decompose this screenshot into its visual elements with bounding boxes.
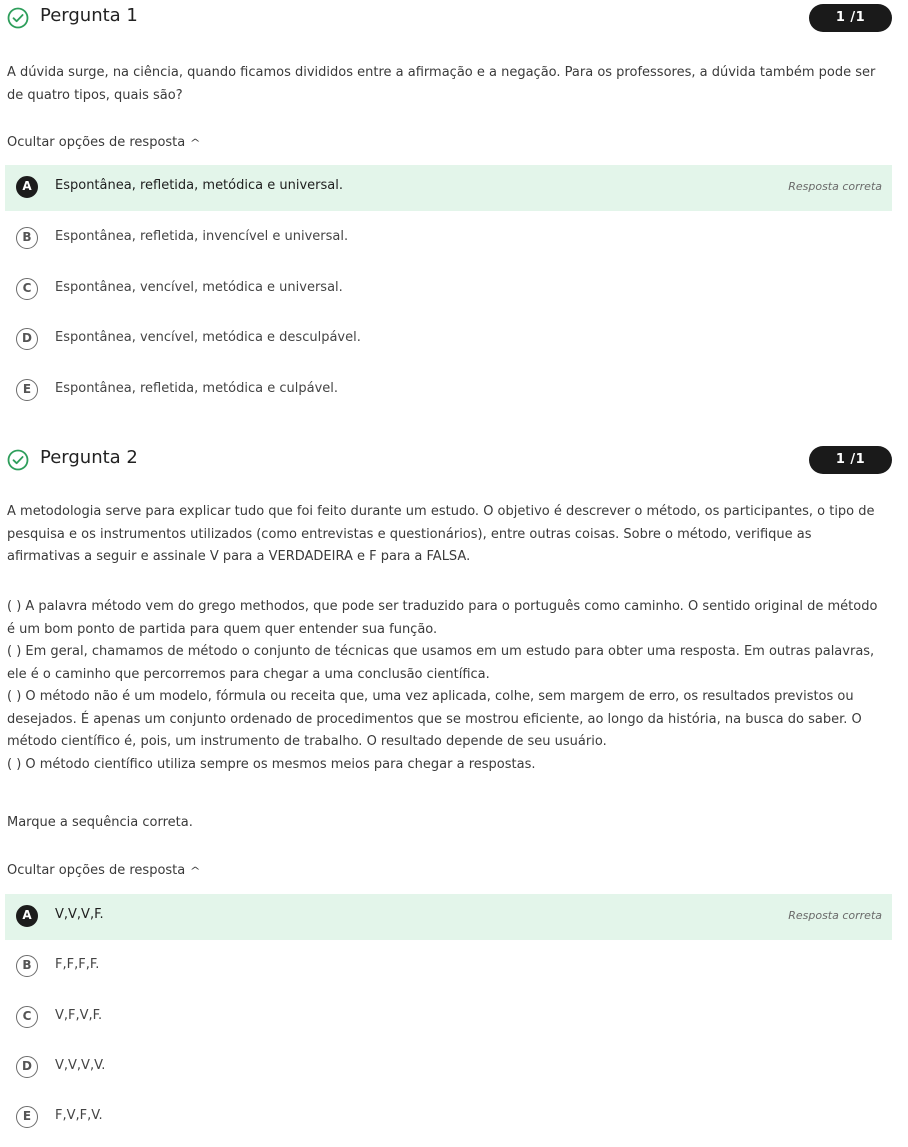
check-circle-icon: [7, 449, 29, 471]
statement-1: ( ) A palavra método vem do grego methodos, que pode ser traduzido para o português como caminho. O sentido original de método é um bom ponto de partida para quem quer entender sua função.: [7, 599, 878, 637]
question-title: Pergunta 2: [40, 447, 138, 468]
question-text: A dúvida surge, na ciência, quando ficamos divididos entre a afirmação e a negação. Para os professores, a dúvida também pode ser de quatro tipos, quais são?: [7, 65, 876, 103]
option-letter: A: [16, 176, 38, 198]
question-header: [0, 0, 908, 40]
hide-options-toggle[interactable]: [7, 135, 200, 150]
option-letter: D: [16, 328, 38, 350]
chevron-up-icon: ^: [189, 138, 201, 149]
answer-option-d[interactable]: [5, 317, 892, 363]
answer-option-a[interactable]: [5, 165, 892, 211]
question-instruction: Marque a sequência correta.: [7, 815, 193, 830]
option-letter: D: [16, 1056, 38, 1078]
option-text: Espontânea, refletida, metódica e universal.: [55, 178, 343, 193]
option-letter: A: [16, 905, 38, 927]
question-title: Pergunta 1: [40, 5, 138, 26]
score-badge: 1 /1: [809, 446, 892, 474]
question-text: A metodologia serve para explicar tudo que foi feito durante um estudo. O objetivo é descrever o método, os participantes, o tipo de pesquisa e os instrumentos utilizados (como entrevistas e questionários), entre outras coisas. Sobre o método, verifique as afirmativas a seguir e assinale V para a VERDADEIRA e F para a FALSA.: [7, 504, 875, 564]
answer-option-c[interactable]: [5, 267, 892, 313]
chevron-up-icon: ^: [189, 866, 201, 877]
answer-option-e[interactable]: [5, 368, 892, 414]
answer-option-b[interactable]: [5, 944, 892, 990]
option-text: Espontânea, vencível, metódica e desculpável.: [55, 330, 361, 345]
option-text: Espontânea, refletida, invencível e universal.: [55, 229, 349, 244]
option-letter: C: [16, 278, 38, 300]
option-text: V,V,V,F.: [55, 907, 104, 922]
answer-option-e[interactable]: [5, 1095, 892, 1141]
option-text: V,F,V,F.: [55, 1008, 103, 1023]
option-text: Espontânea, refletida, metódica e culpável.: [55, 381, 339, 396]
option-letter: E: [16, 379, 38, 401]
toggle-label: Ocultar opções de resposta: [7, 863, 186, 878]
option-letter: B: [16, 955, 38, 977]
answer-option-b[interactable]: [5, 216, 892, 262]
answer-option-d[interactable]: [5, 1045, 892, 1091]
answer-option-a[interactable]: [5, 894, 892, 940]
correct-answer-label: Resposta correta: [788, 909, 882, 922]
toggle-label: Ocultar opções de resposta: [7, 135, 186, 150]
statement-2: ( ) Em geral, chamamos de método o conjunto de técnicas que usamos em um estudo para obter uma resposta. Em outras palavras, ele é o caminho que percorremos para chegar a uma conclusão científica.: [7, 644, 875, 682]
option-letter: B: [16, 227, 38, 249]
option-text: V,V,V,V.: [55, 1058, 106, 1073]
check-circle-icon: [7, 7, 29, 29]
score-badge: 1 /1: [809, 4, 892, 32]
statement-3: ( ) O método não é um modelo, fórmula ou receita que, uma vez aplicada, colhe, sem margem de erro, os resultados previstos ou desejados. É apenas um conjunto ordenado de procedimentos que se mostrou eficiente, ao longo da história, na busca do saber. O método científico é, pois, um instrumento de trabalho. O resultado depende de seu usuário.: [7, 689, 862, 749]
hide-options-toggle[interactable]: [7, 863, 200, 878]
correct-answer-label: Resposta correta: [788, 180, 882, 193]
option-text: F,V,F,V.: [55, 1108, 103, 1123]
question-header: [0, 442, 908, 482]
option-text: Espontânea, vencível, metódica e universal.: [55, 280, 343, 295]
answer-option-c[interactable]: [5, 995, 892, 1041]
option-text: F,F,F,F.: [55, 957, 100, 972]
statement-4: ( ) O método científico utiliza sempre os mesmos meios para chegar a respostas.: [7, 757, 536, 772]
option-letter: E: [16, 1106, 38, 1128]
option-letter: C: [16, 1006, 38, 1028]
